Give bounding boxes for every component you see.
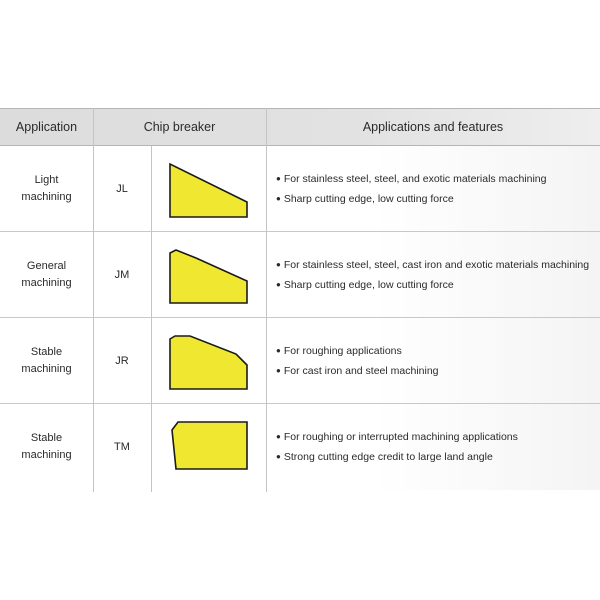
feature-item: ● For roughing or interrupted machining applications [276,431,518,443]
application-cell [0,318,93,404]
insert-profile-jm-icon [166,246,256,306]
column-divider [151,146,152,492]
feature-item: ● Sharp cutting edge, low cutting force [276,193,454,205]
bullet-icon: ● [276,260,281,269]
features-cell [276,318,600,404]
insert-profile-tm-icon [166,418,256,478]
chip-breaker-code: TM [114,441,130,453]
bullet-icon: ● [276,280,281,289]
application-line1: Stable [30,346,63,358]
feature-item: ● For roughing applications [276,345,402,357]
table-row [0,146,600,232]
insert-profile-jr-icon [166,332,256,392]
column-divider [93,108,94,492]
chip-breaker-code: JM [114,269,130,281]
column-divider [266,108,267,492]
table-row [0,318,600,404]
chip-breaker-code: JL [116,183,128,195]
bullet-icon: ● [276,452,281,461]
feature-item: ● For stainless steel, steel, cast iron and exotic materials machining [276,259,590,271]
header-applications-features: Applications and features [362,120,504,134]
bullet-icon: ● [276,346,281,355]
table-row [0,404,600,490]
application-line1: Stable [30,432,63,444]
application-line2: machining [21,449,72,461]
insert-profile-jl-icon [166,160,256,220]
application-line2: machining [21,363,72,375]
features-cell [276,404,600,490]
feature-item: ● Strong cutting edge credit to large land angle [276,451,493,463]
application-line2: machining [21,191,72,203]
header-chip-breaker: Chip breaker [143,120,216,134]
header-application: Application [15,120,78,134]
application-cell [0,232,93,318]
feature-item: ● Sharp cutting edge, low cutting force [276,279,454,291]
bullet-icon: ● [276,194,281,203]
table-row [0,232,600,318]
features-cell [276,232,600,318]
bullet-icon: ● [276,432,281,441]
application-line1: General [26,260,67,272]
bullet-icon: ● [276,366,281,375]
application-cell [0,146,93,232]
bullet-icon: ● [276,174,281,183]
application-cell [0,404,93,490]
feature-item: ● For cast iron and steel machining [276,365,439,377]
application-line1: Light [34,174,59,186]
features-cell [276,146,600,232]
chip-breaker-code: JR [115,355,129,367]
chip-breaker-table [0,108,600,492]
feature-item: ● For stainless steel, steel, and exotic materials machining [276,173,547,185]
table-header [0,108,600,146]
application-line2: machining [21,277,72,289]
